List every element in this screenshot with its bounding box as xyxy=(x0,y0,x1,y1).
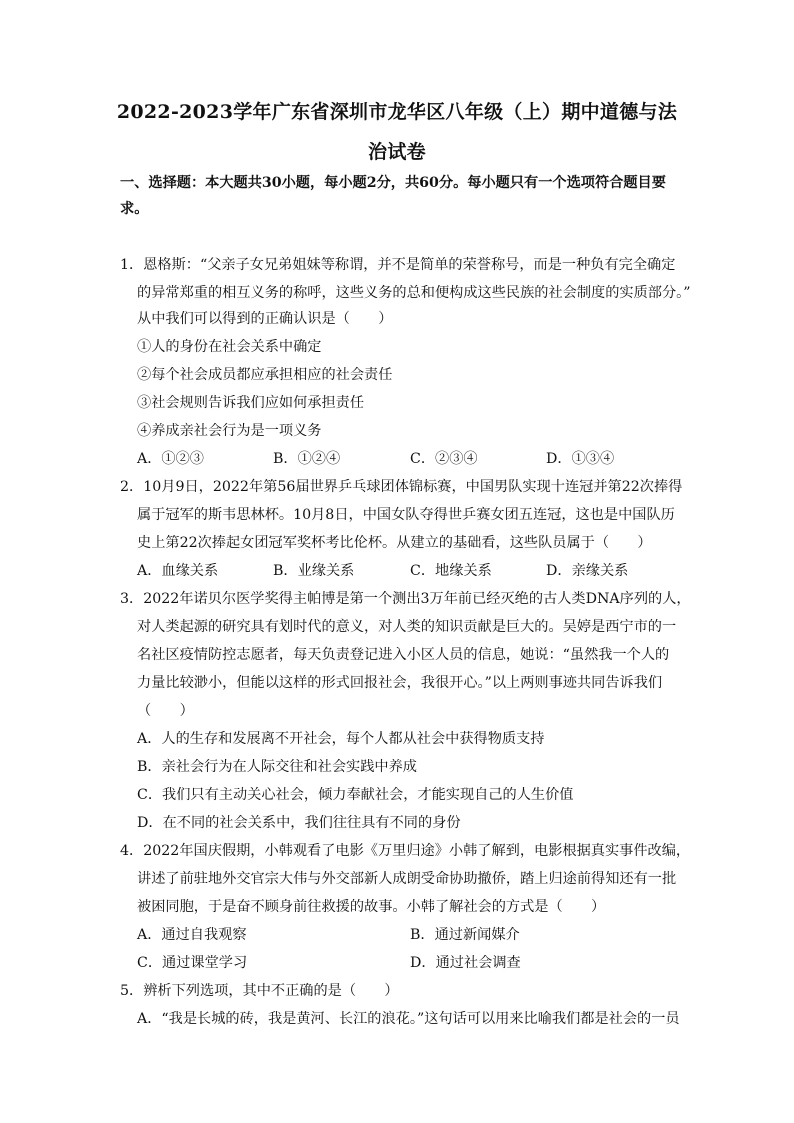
q3-option-b: B．亲社会行为在人际交往和社会实践中养成 xyxy=(137,759,417,775)
q2-stem-line: 属于冠军的斯韦思林杯。10月8日，中国女队夺得世乒赛女团五连冠，这也是中国队历 xyxy=(137,507,675,523)
q3-stem-line: 3．2022年诺贝尔医学奖得主帕博是第一个测出3万年前已经灭绝的古人类DNA序列的人， xyxy=(120,591,691,607)
q1-option-a: A．①②③ xyxy=(137,451,204,467)
q1-stem-line: 1．恩格斯：“父亲子女兄弟姐妹等称谓，并不是简单的荣誉称号，而是一种负有完全确定 xyxy=(120,257,676,273)
exam-title-line-2: 治试卷 xyxy=(368,141,426,163)
q4-option-a: A．通过自我观察 xyxy=(137,927,247,943)
q4-option-d: D．通过社会调查 xyxy=(410,955,521,971)
q1-item: ④养成亲社会行为是一项义务 xyxy=(137,423,322,439)
q4-option-b: B．通过新闻媒介 xyxy=(410,927,520,943)
q2-stem-line: 2．10月9日，2022年第56届世界乒乓球团体锦标赛，中国男队实现十连冠并第22次捧得 xyxy=(120,479,683,495)
section-heading-line-1: 一、选择题：本大题共30小题，每小题2分，共60分。每小题只有一个选项符合题目要 xyxy=(120,175,666,191)
q1-stem-line: 的异常郑重的相互义务的称呼，这些义务的总和便构成这些民族的社会制度的实质部分。” xyxy=(137,285,691,301)
q2-option-d: D．亲缘关系 xyxy=(546,563,629,579)
q4-stem-line: 讲述了前驻地外交官宗大伟与外交部新人成朗受命协助撤侨，踏上归途前得知还有一批 xyxy=(137,871,677,887)
q2-option-c: C．地缘关系 xyxy=(410,563,492,579)
q1-item: ①人的身份在社会关系中确定 xyxy=(137,339,322,355)
q1-stem-line: 从中我们可以得到的正确认识是（ ） xyxy=(137,311,393,327)
q2-option-b: B．业缘关系 xyxy=(273,563,355,579)
exam-title-line-1: 2022-2023学年广东省深圳市龙华区八年级（上）期中道德与法 xyxy=(116,101,678,123)
q3-option-d: D．在不同的社会关系中，我们往往具有不同的身份 xyxy=(137,815,461,831)
q1-item: ②每个社会成员都应承担相应的社会责任 xyxy=(137,367,393,383)
q2-option-a: A．血缘关系 xyxy=(137,563,219,579)
section-heading-line-2: 求。 xyxy=(120,201,149,217)
q4-stem-line: 被困同胞，于是奋不顾身前往救援的故事。小韩了解社会的方式是（ ） xyxy=(137,899,606,915)
q3-stem-line: 对人类起源的研究具有划时代的意义，对人类的知识贡献是巨大的。吴婷是西宁市的一 xyxy=(137,619,677,635)
q4-option-c: C．通过课堂学习 xyxy=(137,955,248,971)
q2-stem-line: 史上第22次捧起女团冠军奖杯考比伦杯。从建立的基础看，这些队员属于（ ） xyxy=(137,535,652,551)
q1-option-c: C．②③④ xyxy=(410,451,478,467)
q4-stem-line: 4．2022年国庆假期，小韩观看了电影《万里归途》小韩了解到，电影根据真实事件改编， xyxy=(120,843,691,859)
q3-option-c: C．我们只有主动关心社会，倾力奉献社会，才能实现自己的人生价值 xyxy=(137,787,574,803)
q3-stem-line: 名社区疫情防控志愿者，每天负责登记进入小区人员的信息，她说：“虽然我一个人的 xyxy=(137,647,670,663)
q3-option-a: A．人的生存和发展离不开社会，每个人都从社会中获得物质支持 xyxy=(137,731,545,747)
q5-stem-line: 5．辨析下列选项，其中不正确的是（ ） xyxy=(120,983,399,999)
q1-item: ③社会规则告诉我们应如何承担责任 xyxy=(137,395,365,411)
q3-stem-line: （ ） xyxy=(137,703,194,719)
q5-option-a: A．“我是长城的砖，我是黄河、长江的浪花。”这句话可以用来比喻我们都是社会的一员 xyxy=(137,1011,680,1027)
q3-stem-line: 力量比较渺小，但能以这样的形式回报社会，我很开心。”以上两则事迹共同告诉我们 xyxy=(137,675,663,691)
q1-option-d: D．①③④ xyxy=(546,451,615,467)
q1-option-b: B．①②④ xyxy=(273,451,341,467)
